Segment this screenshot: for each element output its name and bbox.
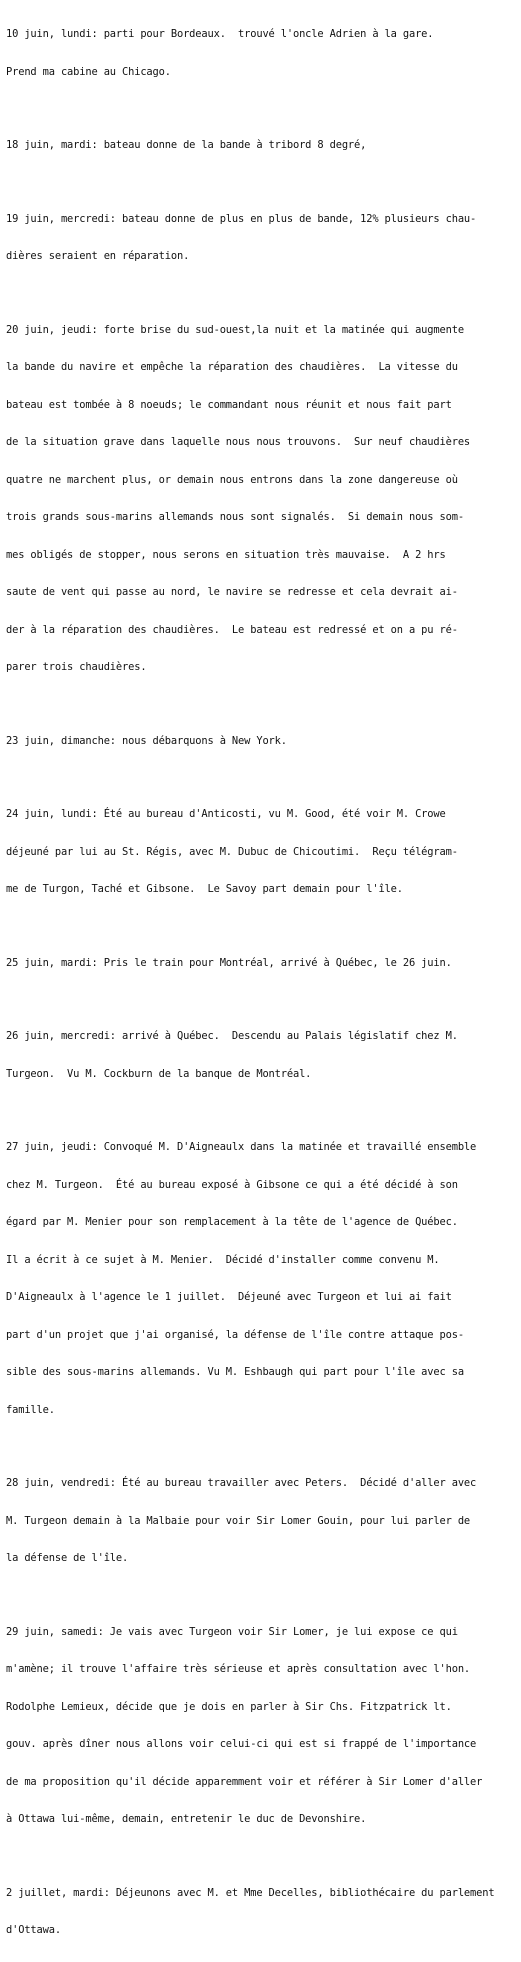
entry-line: 10 juin, lundi: parti pour Bordeaux. trouvé l'oncle Adrien à la gare.: [6, 28, 434, 40]
entry-line: 27 juin, jeudi: Convoqué M. D'Aigneaulx dans la matinée et travaillé ensemble: [6, 1141, 477, 1153]
entry-line: parer trois chaudières.: [6, 661, 147, 673]
entry-line: der à la réparation des chaudières. Le bateau est redressé et on a pu ré-: [6, 623, 458, 636]
entry-line: m'amène; il trouve l'affaire très sérieuse et après consultation avec l'hon.: [6, 1663, 471, 1675]
journal-entry-24-juin: [6, 783, 517, 921]
entry-line: 26 juin, mercredi: arrivé à Québec. Descendu au Palais législatif chez M.: [6, 1030, 458, 1042]
entry-line: d'Ottawa.: [6, 1924, 61, 1936]
entry-line: Prend ma cabine au Chicago.: [6, 65, 171, 78]
entry-line: 20 juin, jeudi: forte brise du sud-ouest,la nuit et la matinée qui augmente: [6, 323, 464, 336]
entry-line: M. Turgeon demain à la Malbaie pour voir Sir Lomer Gouin, pour lui parler de: [6, 1514, 471, 1527]
entry-line: Turgeon. Vu M. Cockburn de la banque de Montréal.: [6, 1067, 312, 1080]
entry-line: gouv. après dîner nous allons voir celui-ci qui est si frappé de l'importance: [6, 1738, 477, 1750]
entry-line: Rodolphe Lemieux, décide que je dois en parler à Sir Chs. Fitzpatrick lt.: [6, 1700, 452, 1713]
journal-entry-18-juin: [6, 114, 517, 177]
entry-line: dières seraient en réparation.: [6, 250, 190, 262]
journal-entry-27-juin: [6, 1116, 517, 1441]
entry-line: à Ottawa lui-même, demain, entretenir le duc de Devonshire.: [6, 1813, 367, 1825]
entry-line: part d'un projet que j'ai organisé, la défense de l'île contre attaque pos-: [6, 1328, 464, 1341]
entry-line: trois grands sous-marins allemands nous sont signalés. Si demain nous som-: [6, 511, 464, 523]
entry-line: 29 juin, samedi: Je vais avec Turgeon voir Sir Lomer, je lui expose ce qui: [6, 1625, 458, 1638]
entry-line: D'Aigneaulx à l'agence le 1 juillet. Déjeuné avec Turgeon et lui ai fait: [6, 1291, 452, 1303]
journal-entry-19-juin: [6, 188, 517, 288]
entry-line: la bande du navire et empêche la réparation des chaudières. La vitesse du: [6, 361, 458, 373]
entry-line: 25 juin, mardi: Pris le train pour Montréal, arrivé à Québec, le 26 juin.: [6, 956, 452, 969]
entry-line: chez M. Turgeon. Été au bureau exposé à Gibsone ce qui a été décidé à son: [6, 1178, 458, 1191]
entry-line: sible des sous-marins allemands. Vu M. Eshbaugh qui part pour l'île avec sa: [6, 1366, 464, 1378]
entry-line: quatre ne marchent plus, or demain nous entrons dans la zone dangereuse où: [6, 473, 458, 486]
journal-entry-28-juin: [6, 1452, 517, 1590]
journal-entry-25-juin: [6, 932, 517, 995]
entry-line: Il a écrit à ce sujet à M. Menier. Décidé d'installer comme convenu M.: [6, 1253, 440, 1266]
entry-line: égard par M. Menier pour son remplacement à la tête de l'agence de Québec.: [6, 1216, 458, 1228]
journal-entry-20-juin: [6, 299, 517, 699]
entry-line: de ma proposition qu'il décide apparemment voir et référer à Sir Lomer d'aller: [6, 1775, 483, 1788]
journal-entry-26-juin: [6, 1005, 517, 1105]
entry-line: 19 juin, mercredi: bateau donne de plus en plus de bande, 12% plusieurs chau-: [6, 212, 477, 225]
entry-line: famille.: [6, 1403, 55, 1416]
entry-line: 24 juin, lundi: Été au bureau d'Anticosti, vu M. Good, été voir M. Crowe: [6, 808, 446, 820]
entry-line: mes obligés de stopper, nous serons en situation très mauvaise. A 2 hrs: [6, 548, 446, 561]
journal-entry-2-juillet: [6, 1862, 517, 1962]
entry-line: me de Turgon, Taché et Gibsone. Le Savoy part demain pour l'île.: [6, 883, 403, 895]
entry-line: de la situation grave dans laquelle nous nous trouvons. Sur neuf chaudières: [6, 436, 471, 448]
entry-line: 2 juillet, mardi: Déjeunons avec M. et Mme Decelles, bibliothécaire du parlement: [6, 1886, 495, 1899]
entry-line: 18 juin, mardi: bateau donne de la bande à tribord 8 degré,: [6, 139, 367, 151]
journal-entry-10-juin: [6, 3, 517, 103]
entry-line: la défense de l'île.: [6, 1552, 129, 1564]
journal-entry-29-juin: [6, 1601, 517, 1851]
entry-line: saute de vent qui passe au nord, le navire se redresse et cela devrait ai-: [6, 586, 458, 598]
journal-entry-23-juin: [6, 710, 517, 773]
entry-line: bateau est tombée à 8 noeuds; le commandant nous réunit et nous fait part: [6, 398, 452, 411]
entry-line: 23 juin, dimanche: nous débarquons à New York.: [6, 734, 287, 747]
entry-line: déjeuné par lui au St. Régis, avec M. Dubuc de Chicoutimi. Reçu télégram-: [6, 845, 458, 858]
entry-line: 28 juin, vendredi: Été au bureau travailler avec Peters. Décidé d'aller avec: [6, 1477, 477, 1489]
